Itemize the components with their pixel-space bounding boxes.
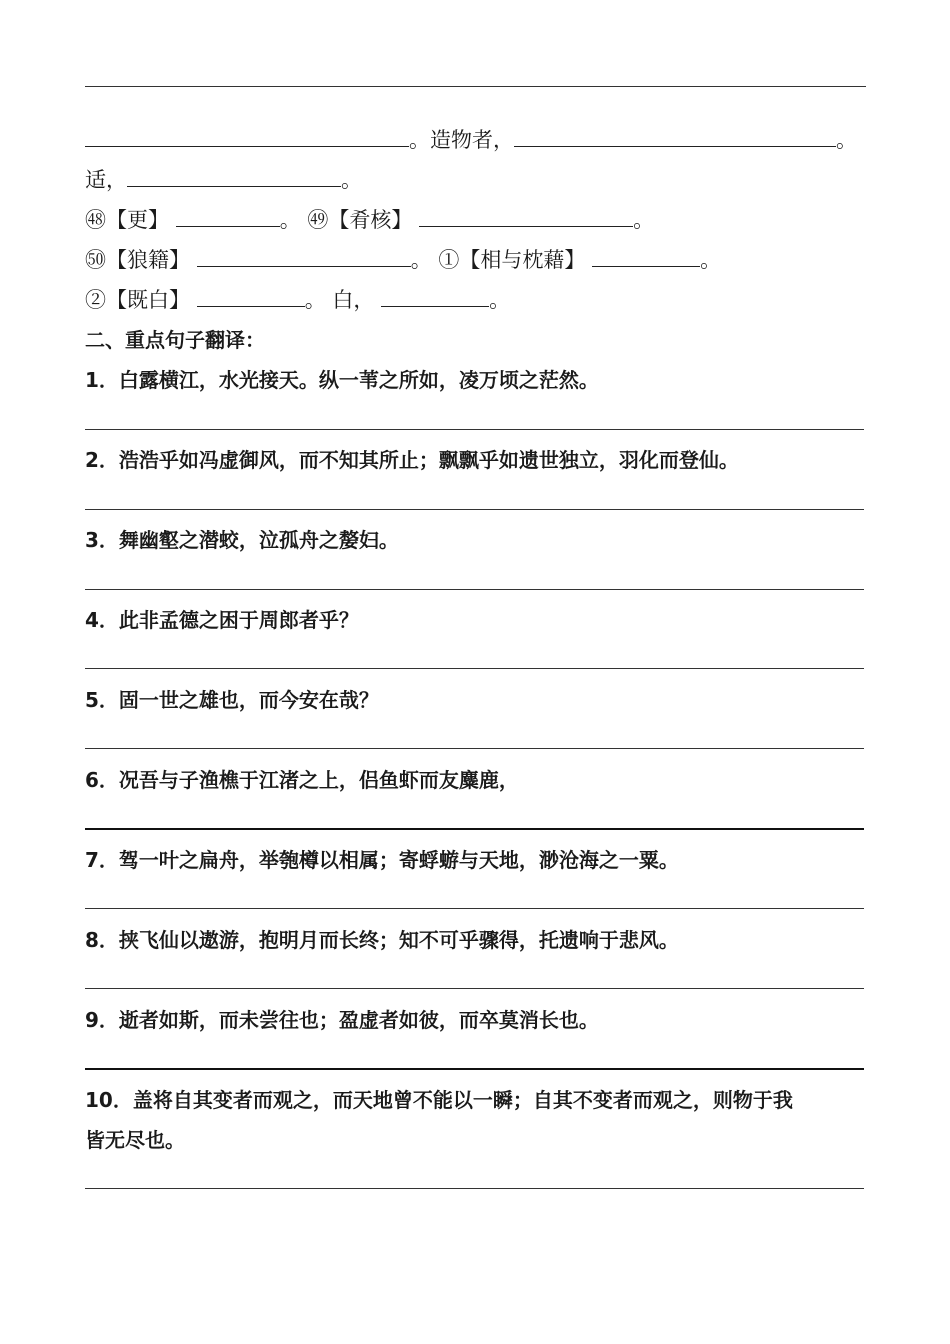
answer-blank[interactable] bbox=[514, 124, 836, 147]
sentence-8 bbox=[85, 926, 679, 954]
answer-line-1[interactable] bbox=[85, 429, 864, 430]
answer-blank[interactable] bbox=[176, 204, 280, 227]
blank-text: 。 bbox=[304, 288, 326, 312]
answer-blank[interactable] bbox=[197, 284, 305, 307]
sentence-9 bbox=[85, 1006, 599, 1034]
blank-text: 。 bbox=[341, 168, 362, 192]
blank-text: 。 bbox=[633, 208, 655, 232]
blank-line-5 bbox=[85, 284, 510, 314]
sentence-2 bbox=[85, 446, 739, 474]
sentence-number: 8． bbox=[85, 928, 119, 952]
blank-text: 。 bbox=[279, 208, 301, 232]
answer-blank[interactable] bbox=[197, 244, 411, 267]
sentence-number: 5． bbox=[85, 688, 119, 712]
sentence-number: 7． bbox=[85, 848, 119, 872]
sentence-7 bbox=[85, 846, 679, 874]
blank-line-1 bbox=[85, 124, 857, 154]
sentence-number: 3． bbox=[85, 528, 119, 552]
blank-line-4 bbox=[85, 244, 721, 274]
answer-blank[interactable] bbox=[127, 164, 341, 187]
answer-line-5[interactable] bbox=[85, 748, 864, 749]
sentence-number: 1． bbox=[85, 368, 119, 392]
section-title: 二、重点句子翻译： bbox=[85, 328, 265, 352]
blank-text: 。 bbox=[489, 288, 511, 312]
answer-line-6[interactable] bbox=[85, 828, 864, 830]
answer-line-3[interactable] bbox=[85, 589, 864, 590]
answer-line-8[interactable] bbox=[85, 988, 864, 989]
term-label: ㊿【狼籍】 bbox=[85, 248, 190, 272]
term-label: ㊽【更】 bbox=[85, 208, 169, 232]
sentence-6 bbox=[85, 766, 519, 794]
answer-blank[interactable] bbox=[592, 244, 700, 267]
sentence-3 bbox=[85, 526, 399, 554]
blank-line-2 bbox=[85, 164, 362, 194]
answer-line-9[interactable] bbox=[85, 1068, 864, 1070]
blank-text: 。 bbox=[836, 128, 857, 152]
sentence-1 bbox=[85, 366, 599, 394]
sentence-text: 皆无尽也。 bbox=[85, 1128, 185, 1152]
term-label: ①【相与枕藉】 bbox=[438, 248, 586, 272]
sentence-text: 逝者如斯，而未尝往也；盈虚者如彼，而卒莫消长也。 bbox=[118, 1008, 599, 1032]
term-label: 白， bbox=[332, 288, 375, 312]
blank-text: 。造物者， bbox=[409, 128, 514, 152]
answer-line-4[interactable] bbox=[85, 668, 864, 669]
answer-blank[interactable] bbox=[381, 284, 489, 307]
answer-line-10[interactable] bbox=[85, 1188, 864, 1189]
sentence-10-continued bbox=[85, 1126, 185, 1154]
blank-text: 。 bbox=[410, 248, 432, 272]
sentence-4 bbox=[85, 606, 359, 634]
answer-blank[interactable] bbox=[85, 124, 409, 147]
sentence-text: 驾一叶之扁舟，举匏樽以相属；寄蜉蝣与天地，渺沧海之一粟。 bbox=[118, 848, 679, 872]
term-label: ㊾【肴核】 bbox=[307, 208, 413, 232]
sentence-number: 6． bbox=[85, 768, 119, 792]
blank-line-3 bbox=[85, 204, 654, 234]
sentence-text: 浩浩乎如冯虚御风，而不知其所止；飘飘乎如遗世独立，羽化而登仙。 bbox=[118, 448, 739, 472]
sentence-number: 10． bbox=[85, 1088, 133, 1112]
sentence-10 bbox=[85, 1086, 793, 1114]
term-label: ②【既白】 bbox=[85, 288, 190, 312]
sentence-text: 挟飞仙以遨游，抱明月而长终；知不可乎骤得，托遗响于悲风。 bbox=[118, 928, 679, 952]
answer-blank[interactable] bbox=[419, 204, 633, 227]
sentence-text: 此非孟德之困于周郎者乎？ bbox=[118, 608, 359, 632]
answer-line-2[interactable] bbox=[85, 509, 864, 510]
sentence-text: 舞幽壑之潜蛟，泣孤舟之嫠妇。 bbox=[118, 528, 399, 552]
sentence-text: 况吾与子渔樵于江渚之上，侣鱼虾而友麋鹿， bbox=[118, 768, 519, 792]
blank-text: 。 bbox=[700, 248, 722, 272]
blank-text: 适， bbox=[85, 168, 127, 192]
sentence-5 bbox=[85, 686, 379, 714]
sentence-number: 9． bbox=[85, 1008, 119, 1032]
sentence-text: 固一世之雄也，而今安在哉？ bbox=[118, 688, 379, 712]
sentence-number: 4． bbox=[85, 608, 119, 632]
header-rule bbox=[85, 86, 866, 87]
sentence-text: 白露横江，水光接天。纵一苇之所如，凌万顷之茫然。 bbox=[118, 368, 599, 392]
answer-line-7[interactable] bbox=[85, 908, 864, 909]
sentence-text: 盖将自其变者而观之，而天地曾不能以一瞬；自其不变者而观之，则物于我 bbox=[132, 1088, 793, 1112]
sentence-number: 2． bbox=[85, 448, 119, 472]
